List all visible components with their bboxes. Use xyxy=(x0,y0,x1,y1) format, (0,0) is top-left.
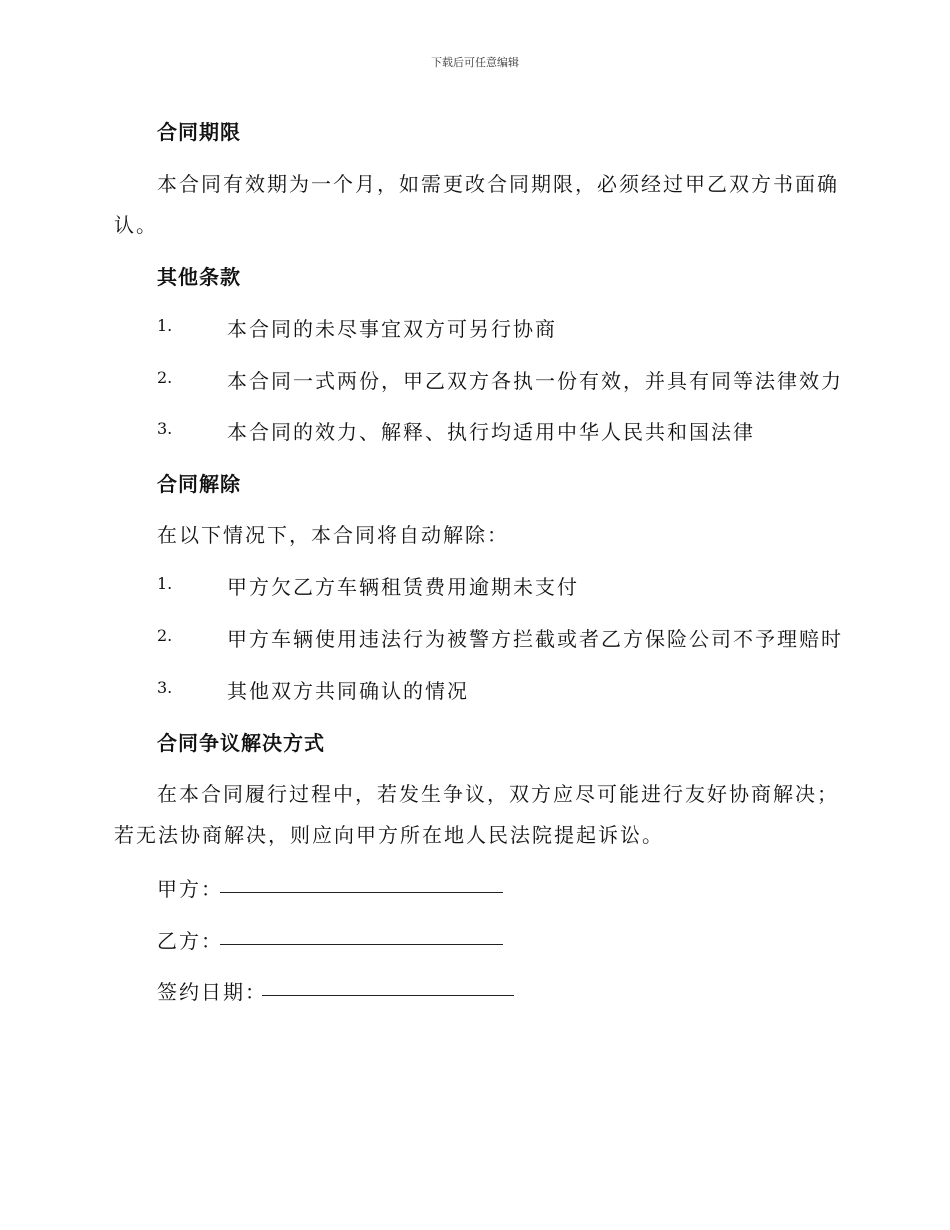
section-heading-term: 合同期限 xyxy=(157,120,241,144)
party-b-signature-line xyxy=(220,944,503,945)
other-item-3-text: 本合同的效力、解释、执行均适用中华人民共和国法律 xyxy=(227,420,755,444)
party-a-label: 甲方： xyxy=(157,877,223,901)
other-item-2-text: 本合同一式两份，甲乙双方各执一份有效，并具有同等法律效力 xyxy=(227,369,843,393)
term-paragraph-line2: 认。 xyxy=(114,213,158,237)
sign-date-line xyxy=(262,995,514,996)
termination-intro: 在以下情况下，本合同将自动解除： xyxy=(157,523,509,547)
term-paragraph-line1: 本合同有效期为一个月，如需更改合同期限，必须经过甲乙双方书面确 xyxy=(157,172,839,196)
section-heading-other: 其他条款 xyxy=(157,265,241,289)
other-item-1-number: 1. xyxy=(157,316,173,335)
party-a-signature-line xyxy=(220,892,503,893)
other-item-2-number: 2. xyxy=(157,368,173,387)
termination-item-2-text: 甲方车辆使用违法行为被警方拦截或者乙方保险公司不予理赔时 xyxy=(227,627,843,651)
dispute-paragraph-line1: 在本合同履行过程中，若发生争议，双方应尽可能进行友好协商解决； xyxy=(157,782,839,806)
termination-item-2-number: 2. xyxy=(157,626,173,645)
page-header: 下载后可任意编辑 xyxy=(431,56,519,69)
termination-item-3-number: 3. xyxy=(157,678,173,697)
termination-item-1-text: 甲方欠乙方车辆租赁费用逾期未支付 xyxy=(227,575,579,599)
party-b-label: 乙方： xyxy=(157,929,223,953)
section-heading-dispute: 合同争议解决方式 xyxy=(157,731,325,755)
other-item-3-number: 3. xyxy=(157,419,173,438)
termination-item-3-text: 其他双方共同确认的情况 xyxy=(227,679,469,703)
termination-item-1-number: 1. xyxy=(157,574,173,593)
section-heading-termination: 合同解除 xyxy=(157,472,241,496)
dispute-paragraph-line2: 若无法协商解决，则应向甲方所在地人民法院提起诉讼。 xyxy=(114,823,664,847)
sign-date-label: 签约日期： xyxy=(157,980,267,1004)
other-item-1-text: 本合同的未尽事宜双方可另行协商 xyxy=(227,317,557,341)
